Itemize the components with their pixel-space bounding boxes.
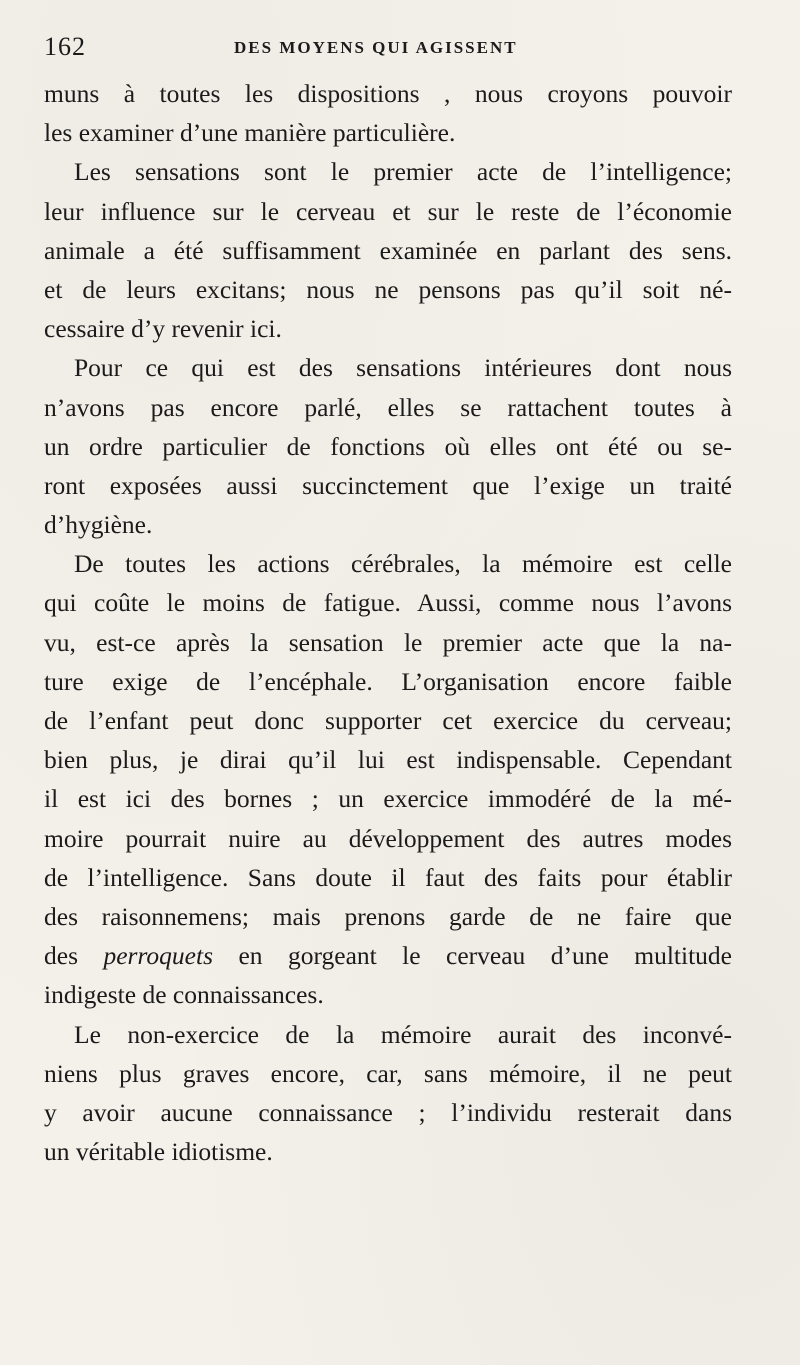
text-line: des raisonnemens; mais prenons garde de ne faire que (44, 901, 732, 931)
text-line: y avoir aucune connaissance ; l’individu resterait dans (44, 1097, 732, 1127)
text-segment: en gorgeant le cerveau d’une multitude (213, 941, 732, 971)
text-line: un ordre particulier de fonctions où elles ont été ou se- (44, 431, 732, 461)
text-line: qui coûte le moins de fatigue. Aussi, comme nous l’avons (44, 588, 732, 618)
body-text (44, 74, 732, 1171)
text-line: vu, est-ce après la sensation le premier acte que la na- (44, 627, 732, 657)
text-line: n’avons pas encore parlé, elles se rattachent toutes à (44, 392, 732, 422)
text-line: Les sensations sont le premier acte de l’intelligence; (74, 157, 732, 187)
text-line: niens plus graves encore, car, sans mémoire, il ne peut (44, 1058, 732, 1088)
text-line: ture exige de l’encéphale. L’organisation encore faible (44, 666, 732, 696)
running-head: DES MOYENS QUI AGISSENT (234, 38, 518, 57)
italic-word: perroquets (103, 941, 213, 971)
text-line: de l’enfant peut donc supporter cet exercice du cerveau; (44, 706, 732, 735)
text-line: un véritable idiotisme. (44, 1137, 273, 1167)
text-line: moire pourrait nuire au développement des autres modes (44, 823, 732, 853)
text-line: les examiner d’une manière particulière. (44, 118, 456, 148)
text-line: leur influence sur le cerveau et sur le reste de l’économie (44, 196, 732, 226)
text-line: bien plus, je dirai qu’il lui est indispensable. Cependant (44, 745, 732, 775)
text-line: cessaire d’y revenir ici. (44, 314, 282, 344)
text-line: il est ici des bornes ; un exercice immodéré de la mé- (44, 784, 732, 814)
page-number: 162 (44, 32, 86, 61)
text-line: animale a été suffisamment examinée en parlant des sens. (44, 235, 732, 265)
text-line: d’hygiène. (44, 510, 153, 540)
text-line: ront exposées aussi succinctement que l’exige un traité (44, 470, 732, 500)
page-header (44, 32, 734, 62)
text-line: et de leurs excitans; nous ne pensons pas qu’il soit né- (44, 274, 732, 304)
text-line: Le non-exercice de la mémoire aurait des inconvé- (74, 1019, 732, 1049)
text-line: De toutes les actions cérébrales, la mémoire est celle (74, 549, 732, 579)
text-line: muns à toutes les dispositions , nous croyons pouvoir (44, 79, 732, 108)
text-line: de l’intelligence. Sans doute il faut des faits pour établir (44, 862, 732, 892)
text-line: indigeste de connaissances. (44, 980, 324, 1010)
text-line-with-italic (44, 936, 732, 975)
text-line: Pour ce qui est des sensations intérieures dont nous (74, 353, 732, 383)
text-segment: des (44, 941, 104, 971)
